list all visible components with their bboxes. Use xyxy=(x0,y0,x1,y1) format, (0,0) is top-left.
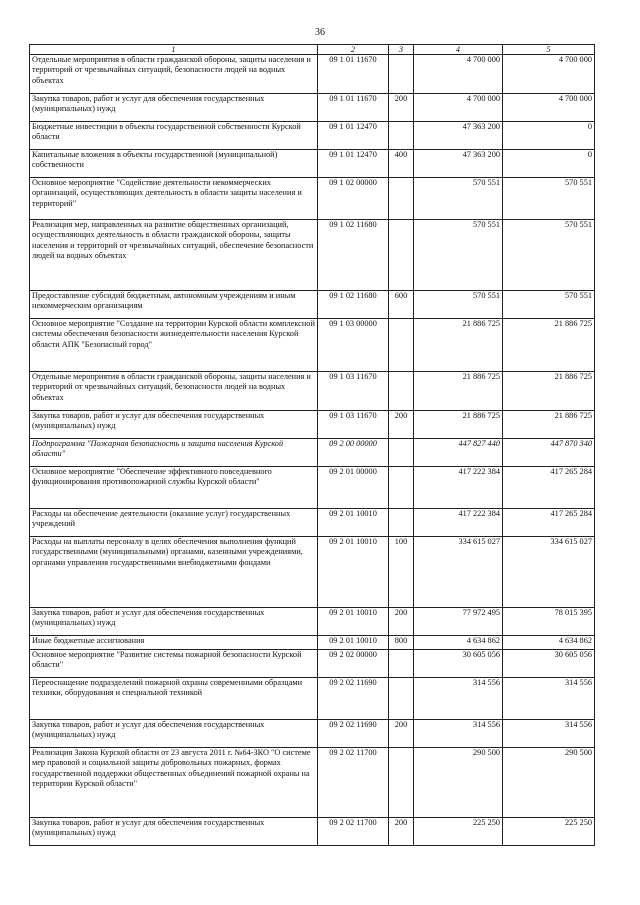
row-value-5-cell: 21 886 725 xyxy=(503,319,595,372)
table-row xyxy=(30,319,595,372)
row-code-cell: 09 2 01 00000 xyxy=(318,467,389,509)
row-name-cell: Переоснащение подразделений пожарной охраны современными образцами техники, оборудования и специальной техникой xyxy=(30,678,318,720)
row-value-5-cell: 0 xyxy=(503,150,595,178)
row-code-cell: 09 2 01 10010 xyxy=(318,636,389,650)
header-cell-3: 3 xyxy=(389,45,414,55)
row-vr-cell xyxy=(389,678,414,720)
row-name-cell: Реализация мер, направленных на развитие общественных организаций, осуществляющих деятельность в области гражданской обороны, защиты населения и территорий от чрезвычайных ситуаций, обеспечение безопасности людей на водных объектах xyxy=(30,220,318,291)
row-value-4-cell: 447 827 440 xyxy=(414,439,503,467)
row-code-cell: 09 2 01 10010 xyxy=(318,537,389,608)
row-value-4-cell: 290 500 xyxy=(414,748,503,818)
row-name-cell: Отдельные мероприятия в области гражданской обороны, защиты населения и территорий от чрезвычайных ситуаций, безопасности людей на водных объектах xyxy=(30,55,318,94)
header-cell-4: 4 xyxy=(414,45,503,55)
table-row xyxy=(30,178,595,220)
row-code-cell: 09 1 02 11680 xyxy=(318,291,389,319)
row-vr-cell xyxy=(389,178,414,220)
row-value-5-cell: 417 265 284 xyxy=(503,509,595,537)
row-value-5-cell: 447 870 340 xyxy=(503,439,595,467)
row-value-5-cell: 570 551 xyxy=(503,291,595,319)
page-number: 36 xyxy=(315,27,325,38)
row-value-4-cell: 21 886 725 xyxy=(414,411,503,439)
table-row xyxy=(30,537,595,608)
row-vr-cell xyxy=(389,55,414,94)
row-code-cell: 09 1 03 11670 xyxy=(318,372,389,411)
row-code-cell: 09 2 01 10010 xyxy=(318,608,389,636)
header-cell-1: 1 xyxy=(30,45,318,55)
table-row xyxy=(30,748,595,818)
row-name-cell: Подпрограмма "Пожарная безопасность и защита населения Курской области" xyxy=(30,439,318,467)
table-row xyxy=(30,467,595,509)
row-name-cell: Реализация Закона Курской области от 23 августа 2011 г. №64-ЗКО "О системе мер правовой и социальной защиты добровольных пожарных, формах государственной поддержки общественных объединений пожарной охраны на территории Курской области" xyxy=(30,748,318,818)
row-value-5-cell: 0 xyxy=(503,122,595,150)
row-name-cell: Расходы на выплаты персоналу в целях обеспечения выполнения функций государственными (муниципальными) органами, казенными учреждениями, органами управления государственными внебюджетными фондами xyxy=(30,537,318,608)
row-code-cell: 09 1 01 12470 xyxy=(318,150,389,178)
budget-table xyxy=(29,44,595,846)
row-vr-cell xyxy=(389,650,414,678)
table-row xyxy=(30,122,595,150)
table-row xyxy=(30,94,595,122)
row-value-4-cell: 417 222 384 xyxy=(414,509,503,537)
table-row xyxy=(30,509,595,537)
row-code-cell: 09 2 02 11690 xyxy=(318,720,389,748)
row-name-cell: Капитальные вложения в объекты государственной (муниципальной) собственности xyxy=(30,150,318,178)
header-cell-2: 2 xyxy=(318,45,389,55)
row-vr-cell xyxy=(389,439,414,467)
table-row xyxy=(30,678,595,720)
row-value-4-cell: 334 615 027 xyxy=(414,537,503,608)
row-value-4-cell: 417 222 384 xyxy=(414,467,503,509)
row-value-5-cell: 225 250 xyxy=(503,818,595,846)
table-row xyxy=(30,150,595,178)
row-vr-cell xyxy=(389,372,414,411)
row-vr-cell xyxy=(389,467,414,509)
row-value-4-cell: 4 700 000 xyxy=(414,94,503,122)
row-vr-cell: 200 xyxy=(389,818,414,846)
table-row xyxy=(30,220,595,291)
table-row xyxy=(30,818,595,846)
row-value-5-cell: 21 886 725 xyxy=(503,411,595,439)
row-name-cell: Основное мероприятие "Обеспечение эффективного повседневного функционирования противопожарной службы Курской области" xyxy=(30,467,318,509)
row-name-cell: Закупка товаров, работ и услуг для обеспечения государственных (муниципальных) нужд xyxy=(30,94,318,122)
row-value-5-cell: 334 615 027 xyxy=(503,537,595,608)
row-code-cell: 09 2 02 11690 xyxy=(318,678,389,720)
row-value-4-cell: 21 886 725 xyxy=(414,372,503,411)
header-row xyxy=(30,45,595,55)
row-code-cell: 09 2 02 00000 xyxy=(318,650,389,678)
row-value-4-cell: 314 556 xyxy=(414,678,503,720)
row-value-5-cell: 30 605 056 xyxy=(503,650,595,678)
row-vr-cell: 200 xyxy=(389,608,414,636)
row-vr-cell: 100 xyxy=(389,537,414,608)
header-cell-5: 5 xyxy=(503,45,595,55)
table-row xyxy=(30,372,595,411)
row-vr-cell xyxy=(389,319,414,372)
row-value-5-cell: 78 015 395 xyxy=(503,608,595,636)
row-name-cell: Отдельные мероприятия в области гражданской обороны, защиты населения и территорий от чрезвычайных ситуаций, безопасности людей на водных объектах xyxy=(30,372,318,411)
row-vr-cell: 600 xyxy=(389,291,414,319)
row-code-cell: 09 1 01 11670 xyxy=(318,94,389,122)
row-name-cell: Основное мероприятие "Содействие деятельности некоммерческих организаций, осуществляющих деятельность в области защиты населения и территорий" xyxy=(30,178,318,220)
row-vr-cell: 200 xyxy=(389,94,414,122)
row-vr-cell xyxy=(389,122,414,150)
row-value-4-cell: 570 551 xyxy=(414,178,503,220)
row-value-5-cell: 314 556 xyxy=(503,678,595,720)
row-vr-cell: 400 xyxy=(389,150,414,178)
row-vr-cell: 800 xyxy=(389,636,414,650)
row-name-cell: Закупка товаров, работ и услуг для обеспечения государственных (муниципальных) нужд xyxy=(30,608,318,636)
row-name-cell: Предоставление субсидий бюджетным, автономным учреждениям и иным некоммерческим организациям xyxy=(30,291,318,319)
row-name-cell: Основное мероприятие "Развитие системы пожарной безопасности Курской области" xyxy=(30,650,318,678)
row-name-cell: Закупка товаров, работ и услуг для обеспечения государственных (муниципальных) нужд xyxy=(30,818,318,846)
row-value-4-cell: 4 634 862 xyxy=(414,636,503,650)
table-row xyxy=(30,636,595,650)
row-value-4-cell: 21 886 725 xyxy=(414,319,503,372)
row-value-5-cell: 570 551 xyxy=(503,178,595,220)
table-row xyxy=(30,608,595,636)
row-value-5-cell: 314 556 xyxy=(503,720,595,748)
row-value-5-cell: 570 551 xyxy=(503,220,595,291)
row-value-4-cell: 225 250 xyxy=(414,818,503,846)
row-code-cell: 09 1 03 11670 xyxy=(318,411,389,439)
row-vr-cell: 200 xyxy=(389,411,414,439)
table-row xyxy=(30,291,595,319)
table-row xyxy=(30,411,595,439)
row-code-cell: 09 1 02 00000 xyxy=(318,178,389,220)
row-name-cell: Закупка товаров, работ и услуг для обеспечения государственных (муниципальных) нужд xyxy=(30,720,318,748)
row-vr-cell xyxy=(389,220,414,291)
row-code-cell: 09 1 02 11680 xyxy=(318,220,389,291)
row-name-cell: Основное мероприятие "Создание на территории Курской области комплексной системы обеспечения безопасности жизнедеятельности населения Курской области АПК "Безопасный город" xyxy=(30,319,318,372)
row-code-cell: 09 1 01 12470 xyxy=(318,122,389,150)
row-code-cell: 09 2 02 11700 xyxy=(318,818,389,846)
row-value-4-cell: 314 556 xyxy=(414,720,503,748)
row-name-cell: Бюджетные инвестиции в объекты государственной собственности Курской области xyxy=(30,122,318,150)
table-row xyxy=(30,720,595,748)
row-code-cell: 09 1 03 00000 xyxy=(318,319,389,372)
row-code-cell: 09 2 02 11700 xyxy=(318,748,389,818)
row-value-5-cell: 21 886 725 xyxy=(503,372,595,411)
table-row xyxy=(30,650,595,678)
row-value-4-cell: 570 551 xyxy=(414,220,503,291)
row-value-5-cell: 4 700 000 xyxy=(503,55,595,94)
row-name-cell: Закупка товаров, работ и услуг для обеспечения государственных (муниципальных) нужд xyxy=(30,411,318,439)
row-vr-cell xyxy=(389,748,414,818)
row-name-cell: Расходы на обеспечение деятельности (оказание услуг) государственных учреждений xyxy=(30,509,318,537)
row-value-4-cell: 4 700 000 xyxy=(414,55,503,94)
table-row xyxy=(30,55,595,94)
row-value-4-cell: 570 551 xyxy=(414,291,503,319)
row-value-4-cell: 30 605 056 xyxy=(414,650,503,678)
row-code-cell: 09 2 00 00000 xyxy=(318,439,389,467)
table-row xyxy=(30,439,595,467)
row-value-5-cell: 417 265 284 xyxy=(503,467,595,509)
row-value-5-cell: 4 634 862 xyxy=(503,636,595,650)
row-value-4-cell: 47 363 200 xyxy=(414,150,503,178)
row-value-4-cell: 77 972 495 xyxy=(414,608,503,636)
row-value-5-cell: 290 500 xyxy=(503,748,595,818)
row-value-4-cell: 47 363 200 xyxy=(414,122,503,150)
row-code-cell: 09 1 01 11670 xyxy=(318,55,389,94)
row-vr-cell xyxy=(389,509,414,537)
row-name-cell: Иные бюджетные ассигнования xyxy=(30,636,318,650)
row-value-5-cell: 4 700 000 xyxy=(503,94,595,122)
table-body xyxy=(30,55,595,846)
row-vr-cell: 200 xyxy=(389,720,414,748)
row-code-cell: 09 2 01 10010 xyxy=(318,509,389,537)
